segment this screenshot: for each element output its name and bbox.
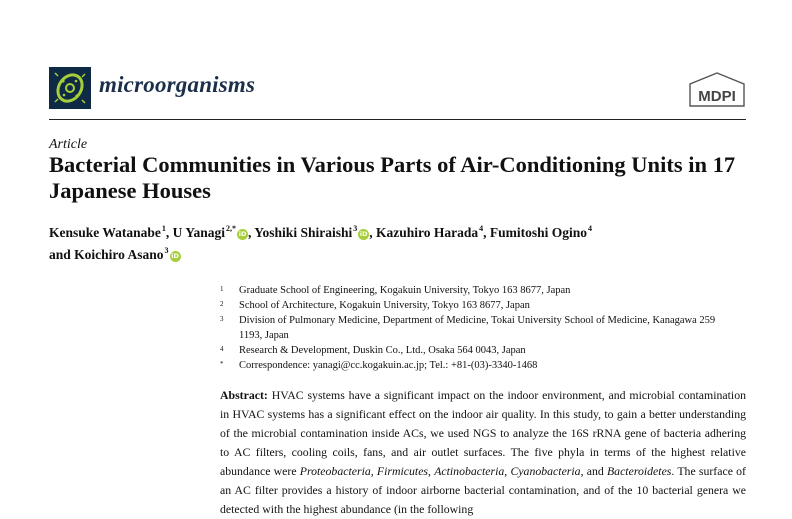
author-name: U Yanagi bbox=[172, 225, 226, 240]
abstract-text: HVAC systems have a significant impact on the indoor environment, and microbial contamination in HVAC systems has a significant effect on the indoor air quality. In this study, to gain a better understanding of the microbial contamination inside ACs, we used NGS to analyze the 16S rRNA gene of bacteria adhering to AC filters, cooling coils, fans, and air outlet surfaces. The five phyla in terms of the highest relative abundance were bbox=[220, 388, 746, 478]
orcid-icon[interactable]: iD bbox=[238, 230, 247, 238]
affiliation-item bbox=[220, 313, 740, 343]
affiliation-text: Graduate School of Engineering, Kogakuin University, Tokyo 163 8677, Japan bbox=[239, 285, 571, 296]
affiliation-number: 1 bbox=[220, 285, 224, 293]
affiliation-item bbox=[220, 298, 740, 313]
author-name: Kensuke Watanabe bbox=[49, 225, 161, 240]
journal-name: microorganisms bbox=[99, 72, 256, 97]
author-affiliation-sup: 4 bbox=[588, 224, 593, 233]
article-title: Bacterial Communities in Various Parts of Air-Conditioning Units in 17 Japanese Houses bbox=[49, 152, 736, 203]
affiliation-text: Research & Development, Duskin Co., Ltd., Osaka 564 0043, Japan bbox=[239, 345, 526, 356]
phylum-name: Proteobacteria bbox=[299, 464, 371, 478]
correspondence-text: Correspondence: yanagi@cc.kogakuin.ac.jp; Tel.: +81-(03)-3340-1468 bbox=[239, 360, 538, 371]
author-name: Kazuhiro Harada bbox=[375, 225, 479, 240]
author-line-2 bbox=[49, 242, 749, 264]
author-affiliation-sup: 3 bbox=[353, 224, 358, 233]
author-affiliation-sup: 1 bbox=[161, 224, 166, 233]
author-affiliation-sup: 4 bbox=[479, 224, 484, 233]
affiliation-text: Division of Pulmonary Medicine, Department of Medicine, Tokai University School of Medicine, Kanagawa 259 1193, Japan bbox=[239, 315, 716, 341]
abstract-text: . The surface of an AC filter provides a history of indoor airborne bacterial contamination, and of the 10 bacterial genera we detected with the highest abundance (in the following bbox=[220, 464, 746, 516]
article-type: Article bbox=[49, 137, 88, 152]
phylum-name: Cyanobacteria bbox=[510, 464, 581, 478]
orcid-icon[interactable]: iD bbox=[359, 230, 368, 238]
affiliation-text: School of Architecture, Kogakuin University, Tokyo 163 8677, Japan bbox=[239, 300, 530, 311]
phylum-name: Firmicutes bbox=[376, 464, 429, 478]
affiliation-number: 2 bbox=[220, 300, 224, 308]
microbe-icon bbox=[49, 67, 91, 109]
affiliation-number: 3 bbox=[220, 315, 224, 323]
mdpi-logo bbox=[688, 72, 746, 113]
affiliation-item bbox=[220, 283, 740, 298]
author-line-1: Kensuke Watanabe$^1$, U Yanagi$^{2,*}$iD , Yoshiki Shiraishi$^3$iD , Kazuhiro Harada$^4$, Fumitoshi Ogino$^4$ bbox=[49, 224, 593, 240]
phylum-name: Actinobacteria bbox=[434, 464, 505, 478]
phylum-name: Bacteroidetes bbox=[606, 464, 672, 478]
affiliation-number: * bbox=[220, 360, 224, 368]
svg-text:MDPI: MDPI bbox=[698, 88, 736, 105]
author-list bbox=[49, 220, 749, 264]
abstract: Abstract: HVAC systems have a significant impact on the indoor environment, and microbial contamination in HVAC systems has a significant effect on the indoor air quality. In this study, to gain a better understanding of the microbial contamination inside ACs, we used NGS to analyze the 16S rRNA gene of bacteria adhering to AC filters, cooling coils, fans, and air outlet surfaces. The five phyla in terms of the highest relative abundance were Proteobacteria, Firmicutes, Actinobacteria, Cyanobacteria, and Bacteroidetes. The surface of an AC filter provides a history of indoor airborne bacterial contamination, and of the 10 bacterial genera we detected with the highest abundance (in the following bbox=[220, 388, 746, 516]
author-affiliation-sup: 3 bbox=[164, 246, 169, 255]
affiliations bbox=[220, 283, 740, 373]
affiliation-item bbox=[220, 343, 740, 358]
author-affiliation-sup: 2,* bbox=[226, 224, 237, 233]
author-name: Fumitoshi Ogino bbox=[489, 225, 588, 240]
affiliation-number: 4 bbox=[220, 345, 224, 353]
author-name: Yoshiki Shiraishi bbox=[254, 225, 353, 240]
correspondence-item bbox=[220, 358, 740, 373]
orcid-icon[interactable]: iD bbox=[171, 252, 179, 260]
abstract-label: Abstract: bbox=[220, 388, 268, 402]
journal-logo bbox=[49, 67, 91, 109]
header-rule bbox=[49, 119, 746, 120]
author-name: and Koichiro Asano bbox=[49, 247, 164, 262]
